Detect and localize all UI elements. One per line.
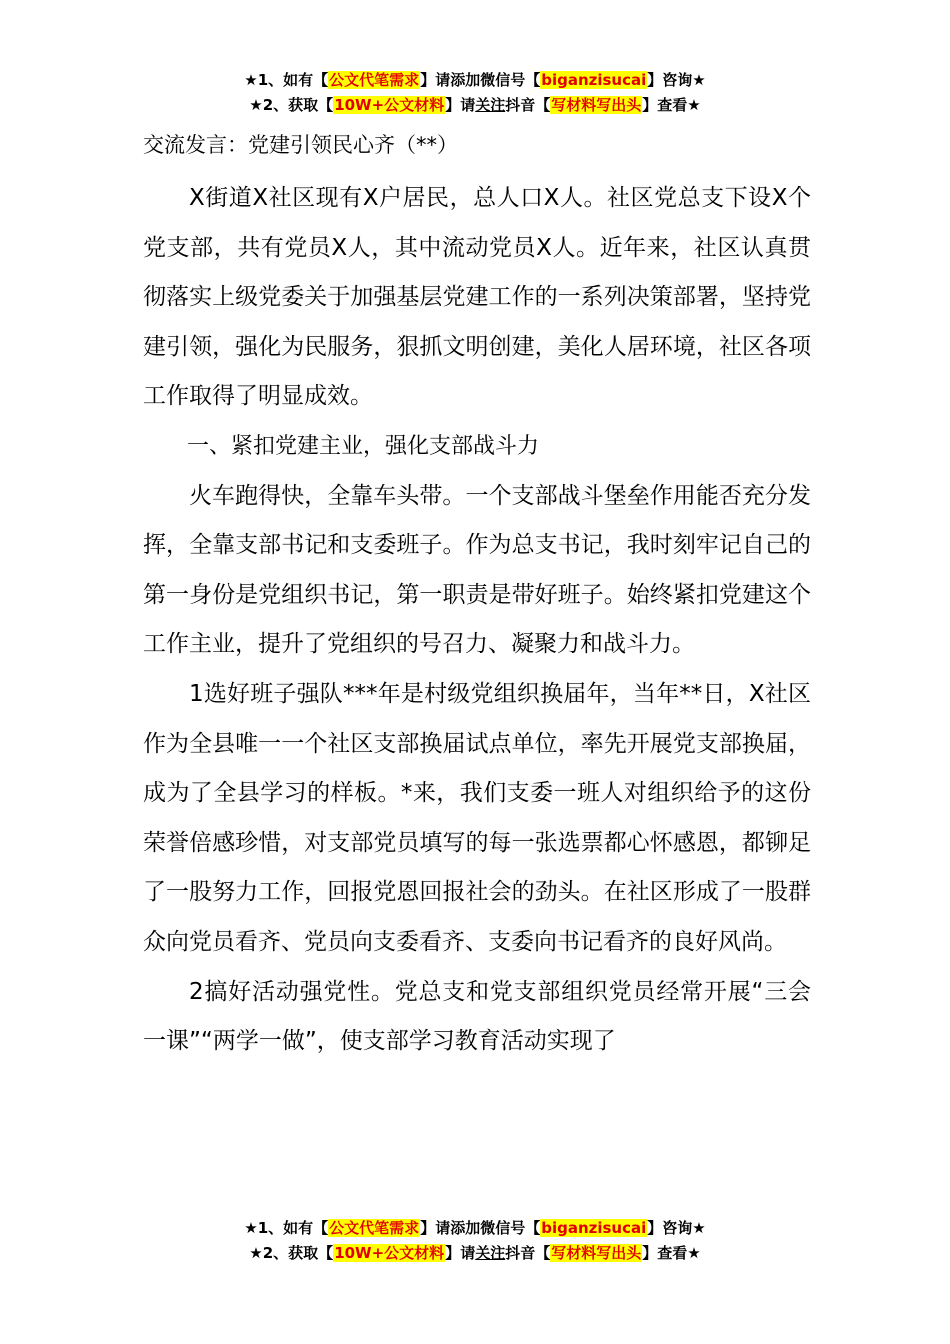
promo-text: 抖音【 [505,96,551,114]
promo-highlight: biganzisucai [541,71,647,89]
promo-text: ★2、获取【 [249,1244,334,1262]
document-body [143,126,811,1067]
promo-line-1 [0,68,950,93]
promo-text: 】查看★ [642,96,701,114]
promo-line-1 [0,1216,950,1241]
promo-highlight: 写材料写出头 [551,1244,642,1262]
promo-banner-bottom [0,1216,950,1266]
promo-highlight: 写材料写出头 [551,96,642,114]
promo-line-2 [0,1241,950,1266]
promo-line-2 [0,93,950,118]
promo-text: ★1、如有【 [244,1219,329,1237]
promo-text: 】咨询★ [647,71,706,89]
promo-text: ★1、如有【 [244,71,329,89]
promo-text: 】查看★ [642,1244,701,1262]
promo-highlight: 公文代笔需求 [329,71,420,89]
promo-underlined: 关注 [475,1244,506,1262]
promo-text: 抖音【 [505,1244,551,1262]
promo-text: ★2、获取【 [249,96,334,114]
body-paragraph: 火车跑得快，全靠车头带。一个支部战斗堡垒作用能否充分发挥，全靠支部书记和支委班子。作为总支书记，我时刻牢记自己的第一身份是党组织书记，第一职责是带好班子。始终紧扣党建这个工作主业，提升了党组织的号召力、凝聚力和战斗力。 [143,482,811,658]
promo-text: 】请添加微信号【 [420,71,541,89]
promo-text: 】请 [445,1244,476,1262]
promo-underlined: 关注 [475,96,506,114]
document-title: 交流发言：党建引领民心齐（**） [143,133,458,157]
promo-text: 】咨询★ [647,1219,706,1237]
promo-highlight: 公文代笔需求 [329,1219,420,1237]
section-heading: 一、紧扣党建主业，强化支部战斗力 [187,433,540,459]
promo-text: 】请 [445,96,476,114]
promo-banner-top [0,68,950,118]
intro-paragraph: X街道X社区现有X户居民，总人口X人。社区党总支下设X个党支部，共有党员X人，其中流动党员X人。近年来，社区认真贯彻落实上级党委关于加强基层党建工作的一系列决策部署，坚持党建引领，强化为民服务，狠抓文明创建，美化人居环境，社区各项工作取得了明显成效。 [143,185,811,410]
promo-highlight: 10W+公文材料 [334,1244,445,1262]
body-paragraph: 1选好班子强队***年是村级党组织换届年，当年**日，X社区作为全县唯一一个社区支部换届试点单位，率先开展党支部换届，成为了全县学习的样板。*来，我们支委一班人对组织给予的这份荣誉倍感珍惜，对支部党员填写的每一张选票都心怀感恩，都铆足了一股努力工作，回报党恩回报社会的劲头。在社区形成了一股群众向党员看齐、党员向支委看齐、支委向书记看齐的良好风尚。 [143,680,811,955]
promo-highlight: biganzisucai [541,1219,647,1237]
promo-highlight: 10W+公文材料 [334,96,445,114]
promo-text: 】请添加微信号【 [420,1219,541,1237]
body-paragraph: 2搞好活动强党性。党总支和党支部组织党员经常开展“三会一课”“两学一做”，使支部学习教育活动实现了 [143,978,811,1055]
